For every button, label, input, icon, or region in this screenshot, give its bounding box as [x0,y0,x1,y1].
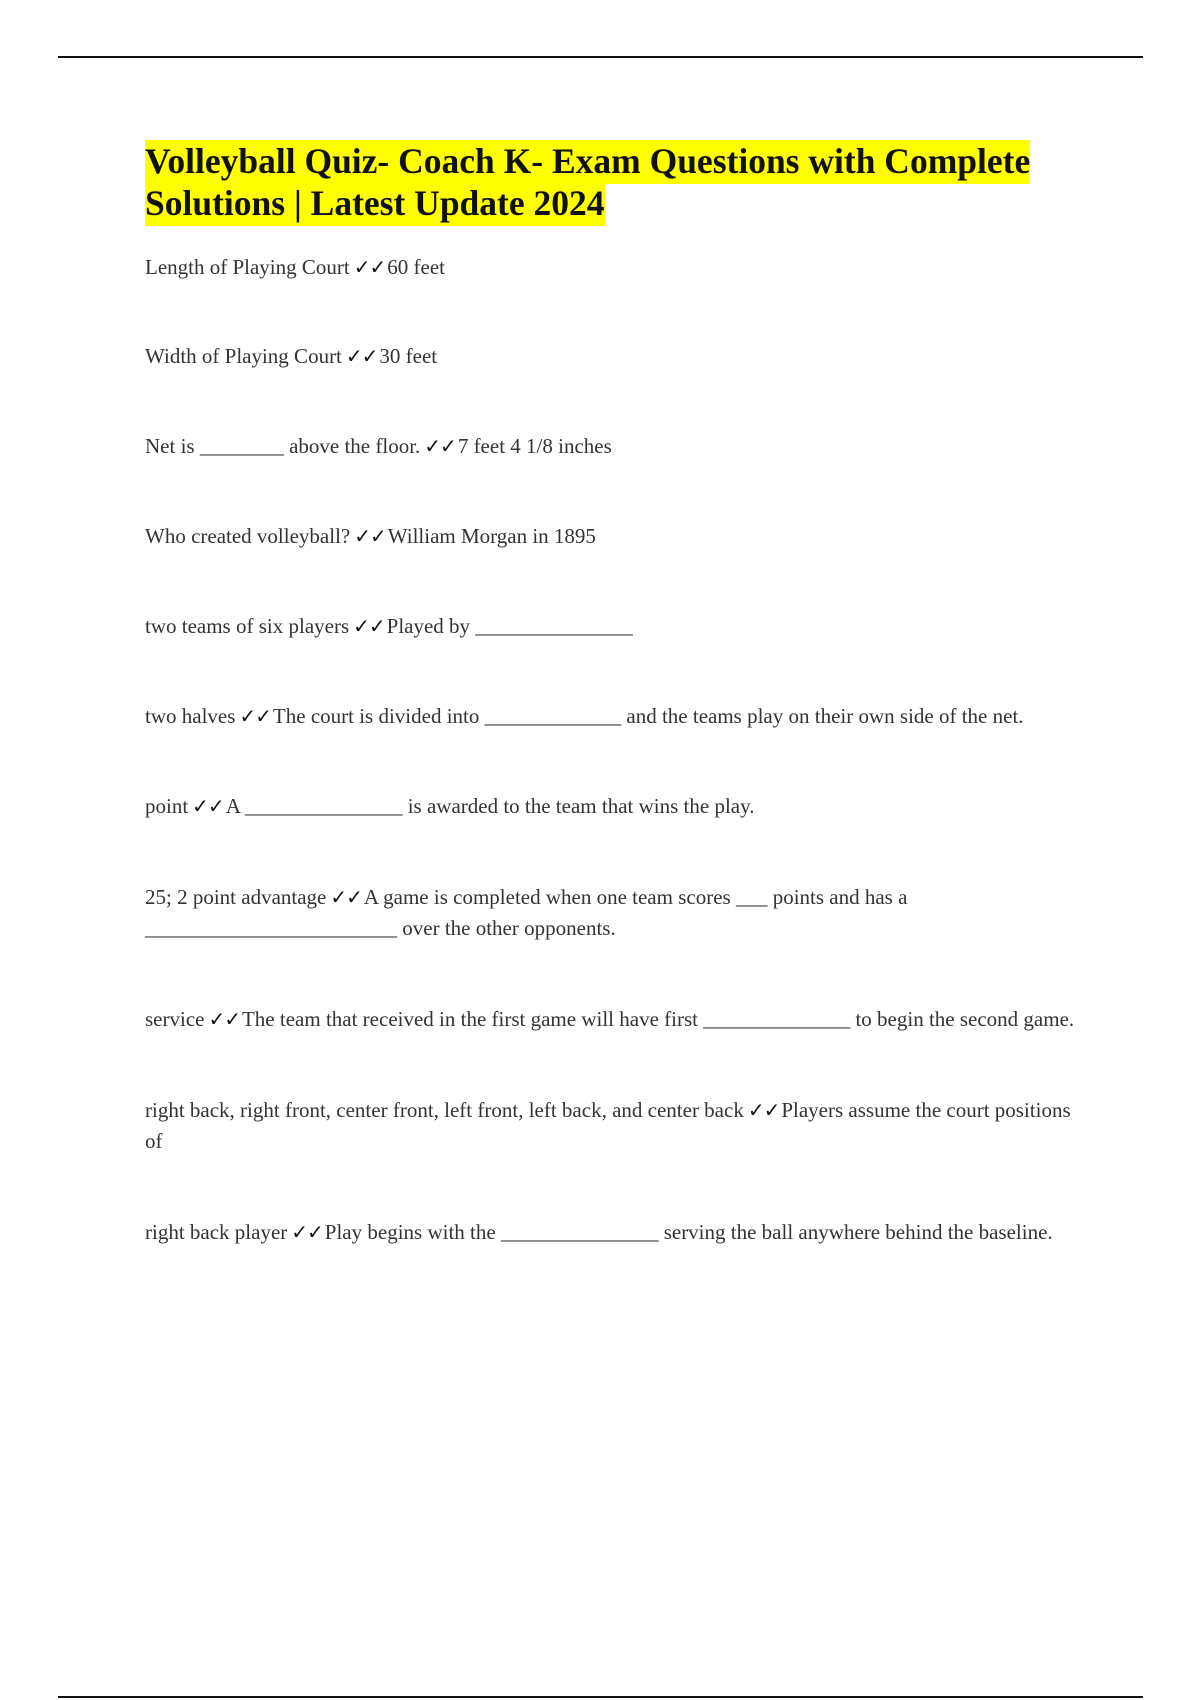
qa-definition: Played by _______________ [386,614,633,638]
qa-term: two halves [145,704,236,728]
qa-term: Who created volleyball? [145,524,351,548]
qa-term: right back, right front, center front, left front, left back, and center back [145,1098,744,1122]
qa-item [145,791,1080,822]
double-check-icon: ✓✓ [208,1007,240,1031]
qa-term: point [145,794,189,818]
qa-term: 25; 2 point advantage [145,885,327,909]
qa-definition: 60 feet [387,255,445,279]
qa-term: Length of Playing Court [145,255,350,279]
double-check-icon: ✓✓ [424,434,456,458]
qa-term: right back player [145,1220,288,1244]
qa-item [145,252,1080,283]
document-title [145,140,1080,224]
double-check-icon: ✓✓ [747,1098,780,1122]
qa-definition: 7 feet 4 1/8 inches [457,434,612,458]
qa-definition: Play begins with the _______________ serving the ball anywhere behind the baseline. [324,1220,1053,1244]
qa-item [145,701,1080,732]
qa-item [145,1217,1080,1248]
double-check-icon: ✓✓ [192,794,224,818]
title-highlight: Volleyball Quiz- Coach K- Exam Questions with Complete Solutions | Latest Update 2024 [145,140,1030,226]
qa-definition: 30 feet [379,344,438,368]
qa-term: two teams of six players [145,614,350,638]
qa-definition: The team that received in the first game will have first ______________ to begin the second game. [241,1007,1075,1031]
document-body [145,140,1080,1248]
qa-item [145,1095,1080,1157]
double-check-icon: ✓✓ [354,524,386,548]
top-rule [58,56,1143,58]
qa-list [145,252,1080,1248]
qa-item [145,1004,1080,1035]
double-check-icon: ✓✓ [353,614,385,638]
qa-item [145,341,1080,372]
qa-definition: The court is divided into _____________ and the teams play on their own side of the net. [272,704,1024,728]
qa-item [145,882,1080,944]
qa-definition: A game is completed when one team scores ___ points and has a ________________________ over the other opponents. [145,885,908,940]
qa-definition: A _______________ is awarded to the team that wins the play. [225,794,755,818]
double-check-icon: ✓✓ [345,344,378,368]
qa-term: Width of Playing Court [145,344,342,368]
double-check-icon: ✓✓ [239,704,271,728]
qa-item [145,611,1080,642]
qa-item [145,521,1080,552]
qa-definition: William Morgan in 1895 [387,524,596,548]
qa-item [145,431,1080,462]
qa-definition: Players assume the court positions of [145,1098,1071,1153]
bottom-rule [58,1696,1143,1698]
double-check-icon: ✓✓ [330,885,362,909]
qa-term: Net is ________ above the floor. [145,434,421,458]
double-check-icon: ✓✓ [353,255,386,279]
double-check-icon: ✓✓ [291,1220,323,1244]
qa-term: service [145,1007,205,1031]
